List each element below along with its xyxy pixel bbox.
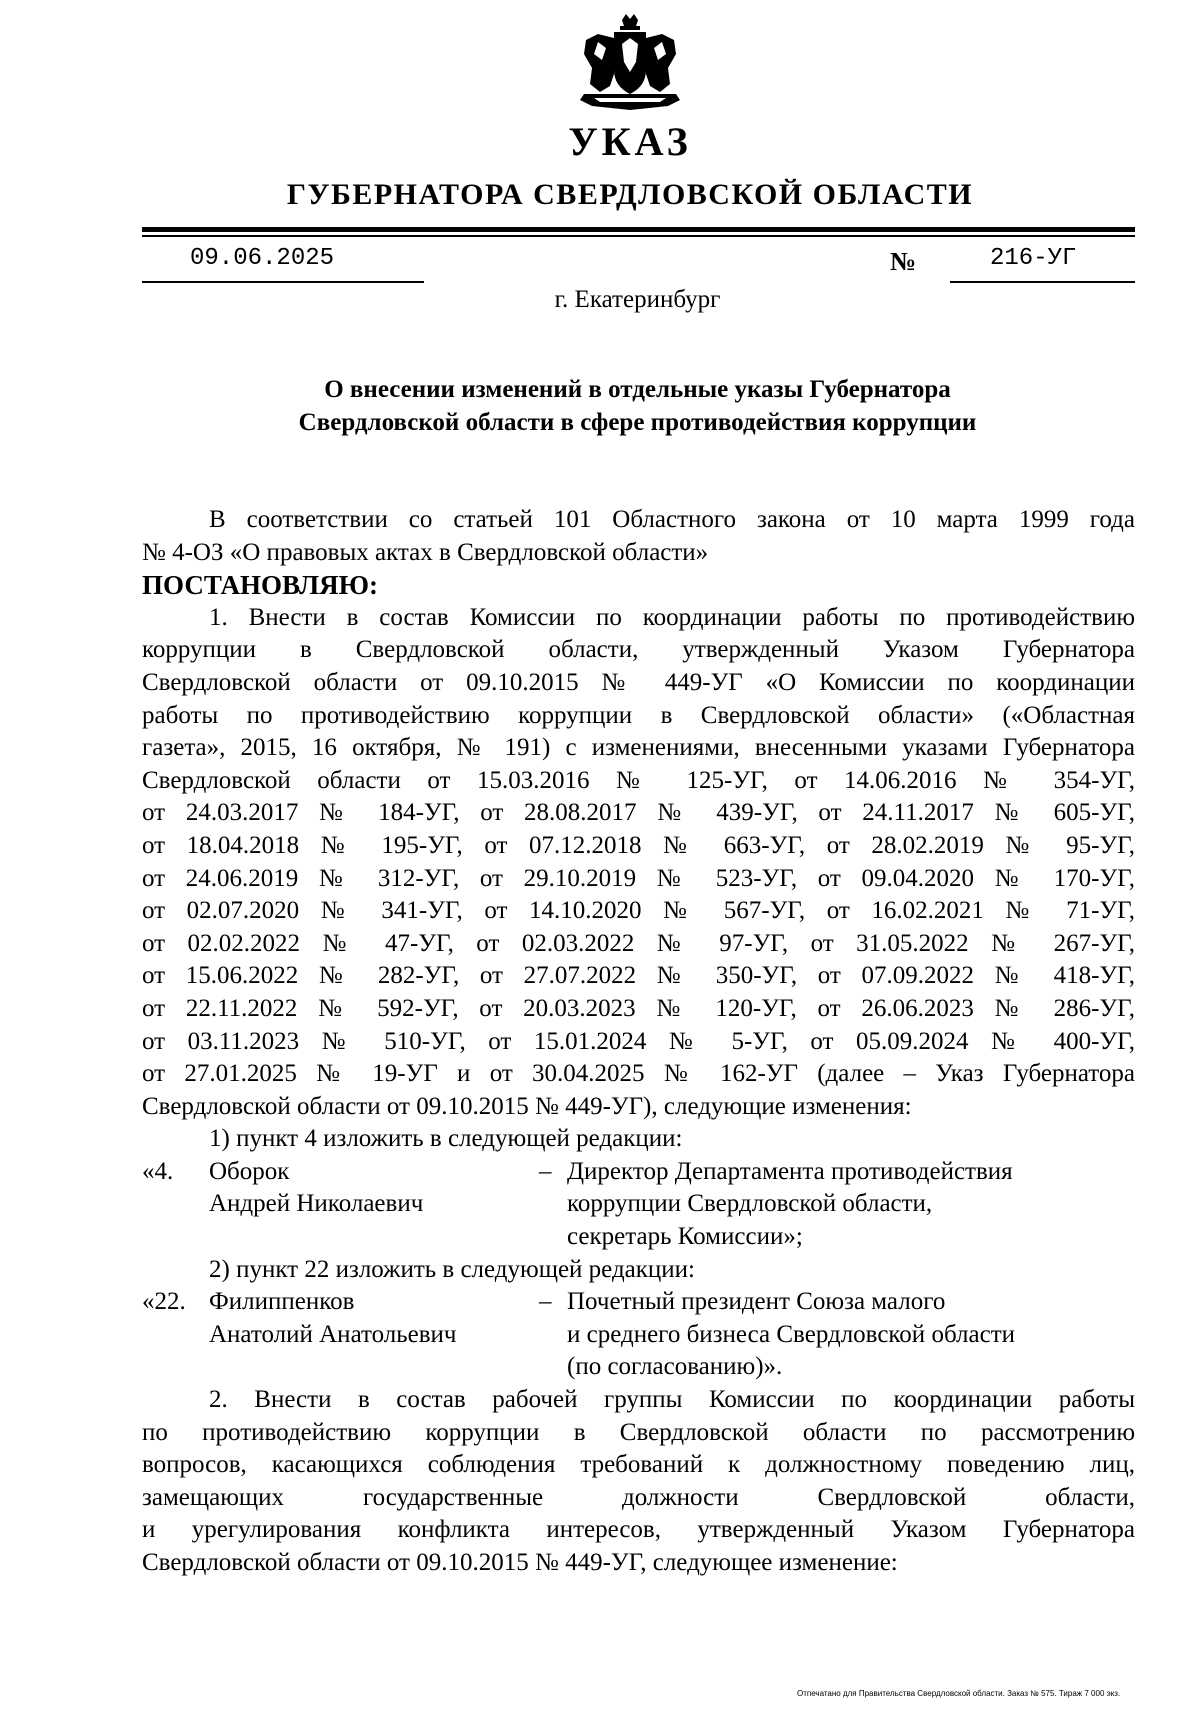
item1-line: работы по противодействию коррупции в Свердловской области» («Областная [142,701,1135,729]
document-body [142,504,1135,1580]
print-footer-note: Отпечатано для Правительства Свердловской области. Заказ № 575. Тираж 7 000 экз. [797,1689,1121,1698]
city: г. Екатеринбург [554,286,721,313]
date-underline [142,281,424,283]
coat-of-arms-emblem [570,14,690,114]
item1-line: от 15.06.2022 № 282-УГ, от 27.07.2022 № 350-УГ, от 07.09.2022 № 418-УГ, [142,962,1135,990]
item1-line: от 03.11.2023 № 510-УГ, от 15.01.2024 № 5-УГ, от 05.09.2024 № 400-УГ, [142,1027,1135,1055]
subitem1-entry-row [142,1221,1135,1254]
item2-line: 2. Внести в состав рабочей группы Комиссии по координации работы [209,1386,1135,1414]
item1-line: от 18.04.2018 № 195-УГ, от 07.12.2018 № 663-УГ, от 28.02.2019 № 95-УГ, [142,831,1135,859]
item1-line: Свердловской области от 15.03.2016 № 125-УГ, от 14.06.2016 № 354-УГ, [142,766,1135,794]
item1-line: от 24.06.2019 № 312-УГ, от 29.10.2019 № 523-УГ, от 09.04.2020 № 170-УГ, [142,864,1135,892]
entry-number: «4. [142,1157,174,1185]
entry-position: коррупции Свердловской области, [567,1190,933,1218]
number-underline [950,281,1135,283]
preamble-line: № 4-ОЗ «О правовых актах в Свердловской области» [142,538,709,566]
header-rule-thick [142,227,1135,232]
item2-line: по противодействию коррупции в Свердловской области по рассмотрению [142,1418,1135,1446]
item1-line: газета», 2015, 16 октября, № 191) с изменениями, внесенными указами Губернатора [142,734,1135,762]
entry-position: (по согласованию)». [567,1353,783,1381]
heading-line: Свердловской области в сфере противодействия коррупции [298,409,977,436]
subitem2-entry-row [142,1319,1135,1352]
subitem1-entry-row [142,1156,1135,1189]
entry-number: «22. [142,1288,186,1316]
item2-line: вопросов, касающихся соблюдения требований к должностному поведению лиц, [142,1451,1135,1479]
subitem1-entry-row [142,1188,1135,1221]
header-rule-thin [142,235,1135,237]
entry-surname: Филиппенков [209,1288,355,1316]
entry-position: Почетный президент Союза малого [567,1288,946,1316]
subitem2-intro: 2) пункт 22 изложить в следующей редакции: [209,1255,695,1283]
item2-line: и урегулирования конфликта интересов, утвержденный Указом Губернатора [142,1516,1135,1544]
document-heading [0,373,1200,439]
decree-number: 216-УГ [990,245,1077,272]
preamble-line: В соответствии со статьей 101 Областного закона от 10 марта 1999 года [209,506,1135,533]
item1-line: от 27.01.2025 № 19-УГ и от 30.04.2025 № 162-УГ (далее – Указ Губернатора [142,1060,1135,1088]
item1-line: от 02.02.2022 № 47-УГ, от 02.03.2022 № 97-УГ, от 31.05.2022 № 267-УГ, [142,929,1135,957]
entry-given-names: Андрей Николаевич [209,1190,424,1218]
item2-line: Свердловской области от 09.10.2015 № 449-УГ, следующее изменение: [142,1549,898,1576]
number-sign: № [890,247,917,276]
subitem1-intro: 1) пункт 4 изложить в следующей редакции: [209,1125,683,1153]
entry-given-names: Анатолий Анатольевич [209,1320,457,1348]
item1-line: от 02.07.2020 № 341-УГ, от 14.10.2020 № 567-УГ, от 16.02.2021 № 71-УГ, [142,897,1135,925]
entry-position: секретарь Комиссии»; [567,1223,803,1251]
entry-position: Директор Департамента противодействия [567,1157,1013,1185]
item1-line: Свердловской области от 09.10.2015 № 449-УГ «О Комиссии по координации [142,668,1135,696]
subitem2-entry-row [142,1351,1135,1384]
entry-dash: – [539,1157,552,1185]
issuer-title: ГУБЕРНАТОРА СВЕРДЛОВСКОЙ ОБЛАСТИ [286,178,974,211]
subitem2-entry-row [142,1286,1135,1319]
entry-surname: Оборок [209,1157,290,1185]
item1-line: от 24.03.2017 № 184-УГ, от 28.08.2017 № 439-УГ, от 24.11.2017 № 605-УГ, [142,799,1135,827]
item1-line: от 22.11.2022 № 592-УГ, от 20.03.2023 № 120-УГ, от 26.06.2023 № 286-УГ, [142,994,1135,1022]
item1-line: 1. Внести в состав Комиссии по координации работы по противодействию [209,603,1135,631]
decree-date: 09.06.2025 [190,245,335,272]
resolve-heading: ПОСТАНОВЛЯЮ: [142,570,378,601]
item2-line: замещающих государственные должности Свердловской области, [142,1483,1135,1511]
document-type: УКАЗ [568,119,692,164]
item1-line: Свердловской области от 09.10.2015 № 449-УГ), следующие изменения: [142,1092,912,1120]
heading-line: О внесении изменений в отдельные указы Губернатора [324,376,951,403]
item1-line: коррупции в Свердловской области, утвержденный Указом Губернатора [142,636,1135,664]
entry-dash: – [539,1288,552,1316]
entry-position: и среднего бизнеса Свердловской области [567,1320,1016,1348]
